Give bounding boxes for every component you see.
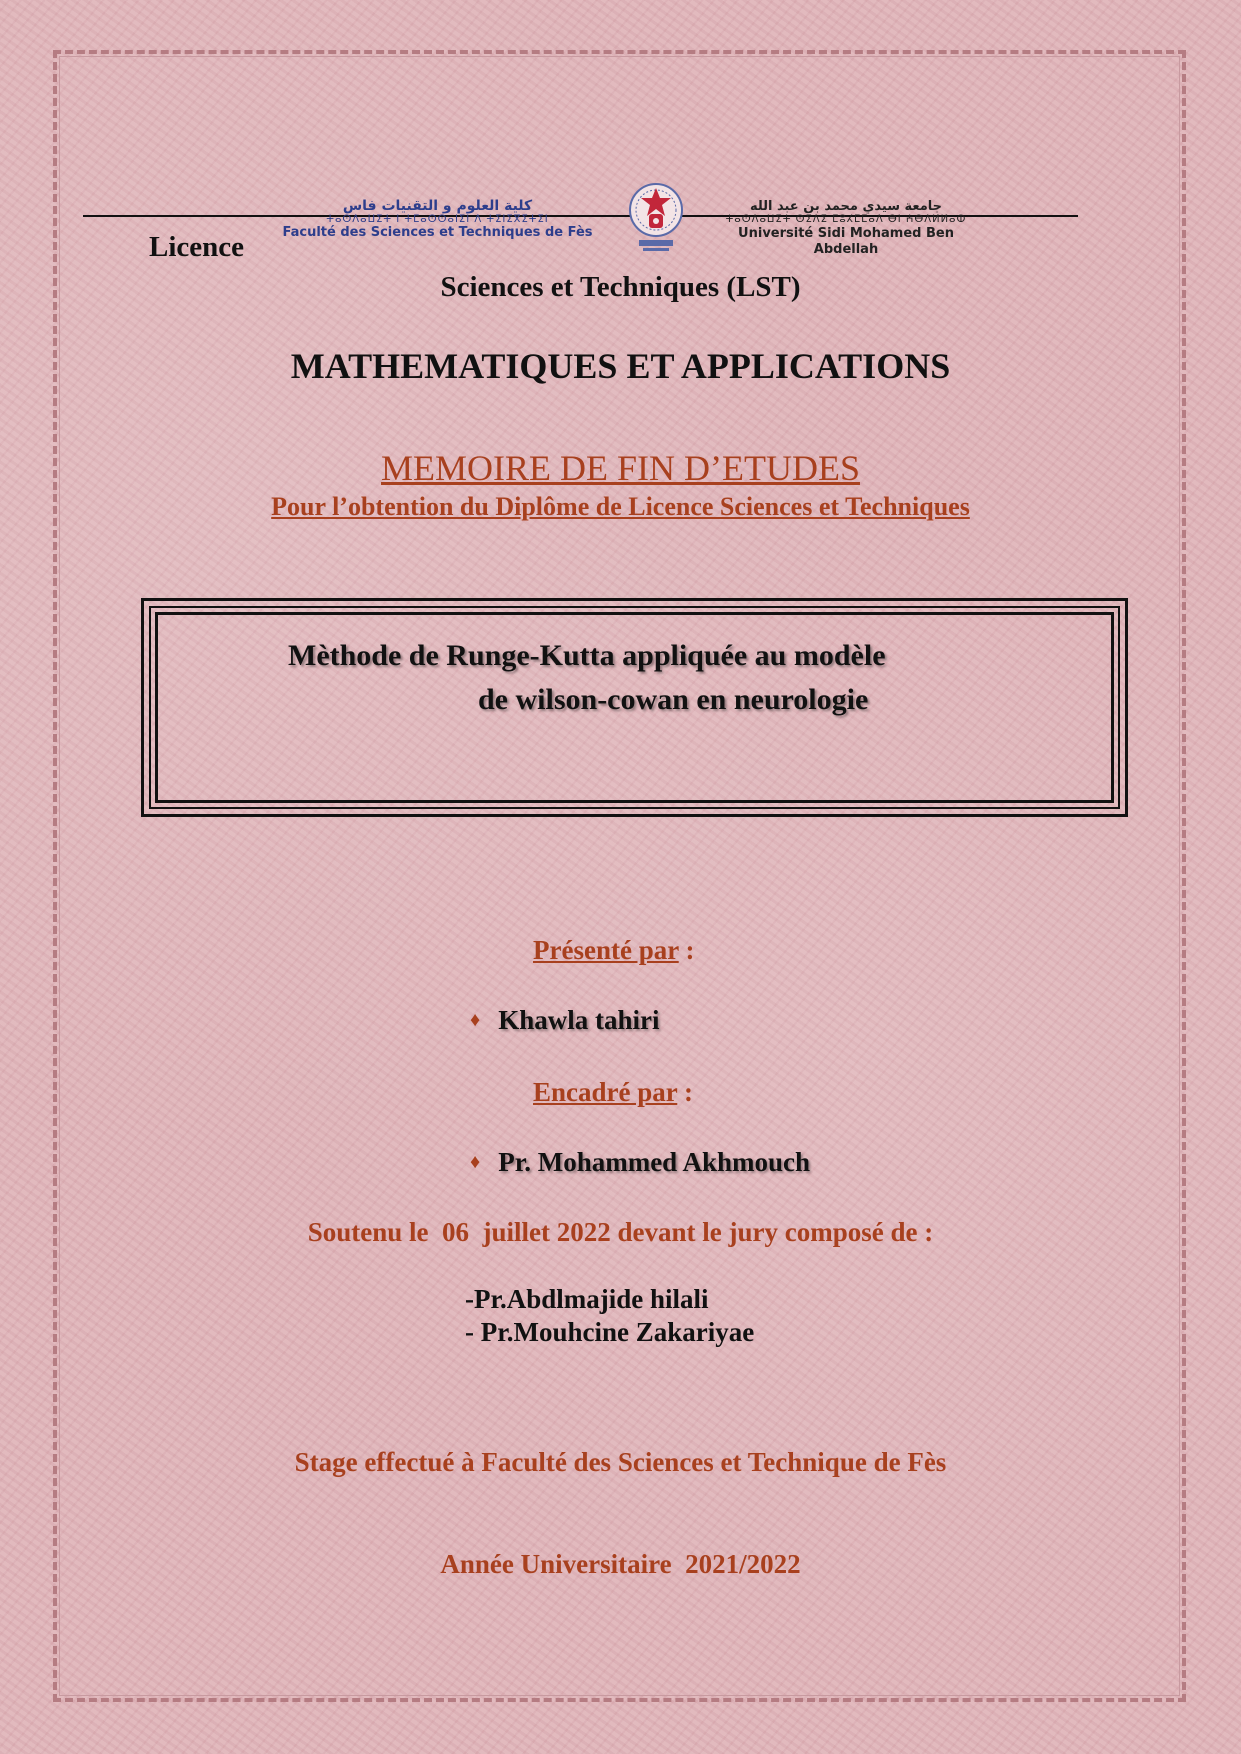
supervisor-name: Pr. Mohammed Akhmouch: [498, 1147, 810, 1177]
academic-year: Année Universitaire 2021/2022: [440, 1549, 801, 1579]
university-name-arabic: جامعة سيدي محمد بن عبد الله: [749, 199, 943, 214]
defense-statement: Soutenu le 06 juillet 2022 devant le jury composé de :: [307, 1217, 934, 1247]
fst-logo: [276, 198, 599, 241]
program-line: Sciences et Techniques (LST): [440, 271, 801, 303]
thesis-title-line1: Mèthode de Runge-Kutta appliquée au modèle: [288, 639, 886, 672]
jury-member: - Pr.Mouhcine Zakariyae: [465, 1317, 755, 1347]
memoire-subheading: Pour l’obtention du Diplôme de Licence Sciences et Techniques: [271, 492, 970, 521]
university-crest-icon: [627, 174, 685, 254]
jury-member: -Pr.Abdlmajide hilali: [465, 1284, 709, 1314]
presented-by-text: Présenté par: [533, 935, 679, 965]
supervised-by-label: [533, 1077, 693, 1108]
university-name-french: Université Sidi Mohamed Ben Abdellah: [738, 226, 954, 257]
diamond-bullet-icon: ♦: [470, 1009, 481, 1031]
university-logo: [706, 199, 986, 258]
memoire-heading: MEMOIRE DE FIN D’ETUDES: [381, 448, 860, 488]
presented-by-label: [533, 935, 694, 966]
supervisor-entry: [470, 1147, 810, 1178]
thesis-title-line2: de wilson-cowan en neurologie: [478, 683, 869, 716]
licence-label: Licence: [149, 231, 245, 263]
university-name-tifinagh: ⵜⴰⵙⴷⴰⵡⵉⵜ ⵙⵉⴷⵉ ⵎⵓⵃⵎⵎⴰⴷ ⴱⵏ ⵄⴱⴷⵍⵍⴰⵀ: [725, 214, 967, 225]
student-name: Khawla tahiri: [498, 1005, 660, 1035]
fst-name-french: Faculté des Sciences et Techniques de Fès: [282, 225, 593, 240]
presented-by-colon: :: [678, 935, 695, 965]
supervised-by-text: Encadré par: [533, 1077, 678, 1107]
fst-name-tifinagh: ⵜⴰⵙⴷⴰⵡⵉⵜ ⵏ ⵜⵎⴰⵙⵙⴰⵏⵉⵏ ⴷ ⵜⵉⵏⵉⴳⵉⵜⵉⵏ: [326, 214, 549, 225]
student-entry: [470, 1005, 659, 1036]
fst-name-arabic: كلية العلوم و التقنيات فاس: [342, 198, 533, 214]
supervised-by-colon: :: [677, 1077, 694, 1107]
specialty-title: MATHEMATIQUES ET APPLICATIONS: [290, 346, 951, 386]
diamond-bullet-icon: ♦: [470, 1151, 481, 1173]
internship-statement: Stage effectué à Faculté des Sciences et Technique de Fès: [294, 1447, 947, 1477]
